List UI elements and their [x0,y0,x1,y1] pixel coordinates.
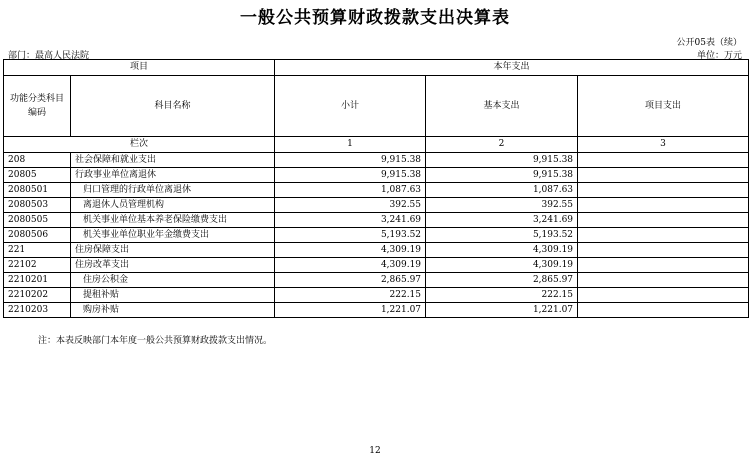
row-code: 20805 [4,168,71,183]
row-code: 208 [4,153,71,168]
table-note: 注：本表反映部门本年度一般公共预算财政拨款支出情况。 [38,336,273,346]
row-basic: 5,193.52 [426,228,578,243]
row-subtotal: 9,915.38 [275,153,426,168]
row-code: 2080505 [4,213,71,228]
unit-label: 单位：万元 [696,51,742,61]
header-row-3 [4,137,749,153]
header-col3: 3 [578,137,749,153]
header-col-label: 栏次 [4,137,275,153]
row-project [578,288,749,303]
row-code: 2080501 [4,183,71,198]
row-code: 22102 [4,258,71,273]
row-name: 机关事业单位基本养老保险缴费支出 [71,213,275,228]
department-label: 部门：最高人民法院 [8,51,90,61]
table-row [4,243,749,258]
row-name: 归口管理的行政单位离退休 [71,183,275,198]
row-basic: 9,915.38 [426,153,578,168]
row-name: 购房补贴 [71,303,275,318]
header-row-1 [4,60,749,76]
row-project [578,198,749,213]
row-name: 社会保障和就业支出 [71,153,275,168]
table-row [4,258,749,273]
form-number: 公开05表（续） [676,38,742,48]
row-project [578,273,749,288]
header-row-2 [4,76,749,137]
row-basic: 1,221.07 [426,303,578,318]
row-basic: 1,087.63 [426,183,578,198]
row-project [578,168,749,183]
row-basic: 9,915.38 [426,168,578,183]
row-name: 住房公积金 [71,273,275,288]
expenditure-table [3,59,749,318]
header-subtotal: 小计 [275,76,426,137]
header-project: 项目 [4,60,275,76]
page-number: 12 [369,446,381,456]
table-row [4,288,749,303]
header-basic: 基本支出 [426,76,578,137]
row-subtotal: 1,221.07 [275,303,426,318]
row-name: 离退休人员管理机构 [71,198,275,213]
row-basic: 4,309.19 [426,243,578,258]
row-name: 机关事业单位职业年金缴费支出 [71,228,275,243]
row-basic: 222.15 [426,288,578,303]
row-project [578,258,749,273]
header-col2: 2 [426,137,578,153]
row-code: 2080506 [4,228,71,243]
row-code: 2210201 [4,273,71,288]
row-subtotal: 4,309.19 [275,258,426,273]
row-basic: 392.55 [426,198,578,213]
table-row [4,198,749,213]
row-name: 住房改革支出 [71,258,275,273]
header-col1: 1 [275,137,426,153]
table-row [4,303,749,318]
row-project [578,153,749,168]
page-title: 一般公共预算财政拨款支出决算表 [240,8,510,28]
table-row [4,168,749,183]
row-basic: 2,865.97 [426,273,578,288]
row-project [578,213,749,228]
row-code: 221 [4,243,71,258]
row-subtotal: 222.15 [275,288,426,303]
header-subject-name: 科目名称 [71,76,275,137]
row-subtotal: 4,309.19 [275,243,426,258]
row-basic: 3,241.69 [426,213,578,228]
row-project [578,303,749,318]
header-current-year: 本年支出 [275,60,749,76]
row-subtotal: 5,193.52 [275,228,426,243]
row-subtotal: 3,241.69 [275,213,426,228]
table-row [4,153,749,168]
table-row [4,183,749,198]
header-project-exp: 项目支出 [578,76,749,137]
row-project [578,243,749,258]
row-code: 2210203 [4,303,71,318]
row-project [578,228,749,243]
row-subtotal: 9,915.38 [275,168,426,183]
table-row [4,228,749,243]
row-code: 2080503 [4,198,71,213]
header-func-code: 功能分类科目编码 [4,76,71,137]
row-code: 2210202 [4,288,71,303]
row-subtotal: 392.55 [275,198,426,213]
row-subtotal: 1,087.63 [275,183,426,198]
row-name: 提租补贴 [71,288,275,303]
row-name: 行政事业单位离退休 [71,168,275,183]
row-subtotal: 2,865.97 [275,273,426,288]
table-row [4,273,749,288]
row-name: 住房保障支出 [71,243,275,258]
table-row [4,213,749,228]
row-basic: 4,309.19 [426,258,578,273]
row-project [578,183,749,198]
